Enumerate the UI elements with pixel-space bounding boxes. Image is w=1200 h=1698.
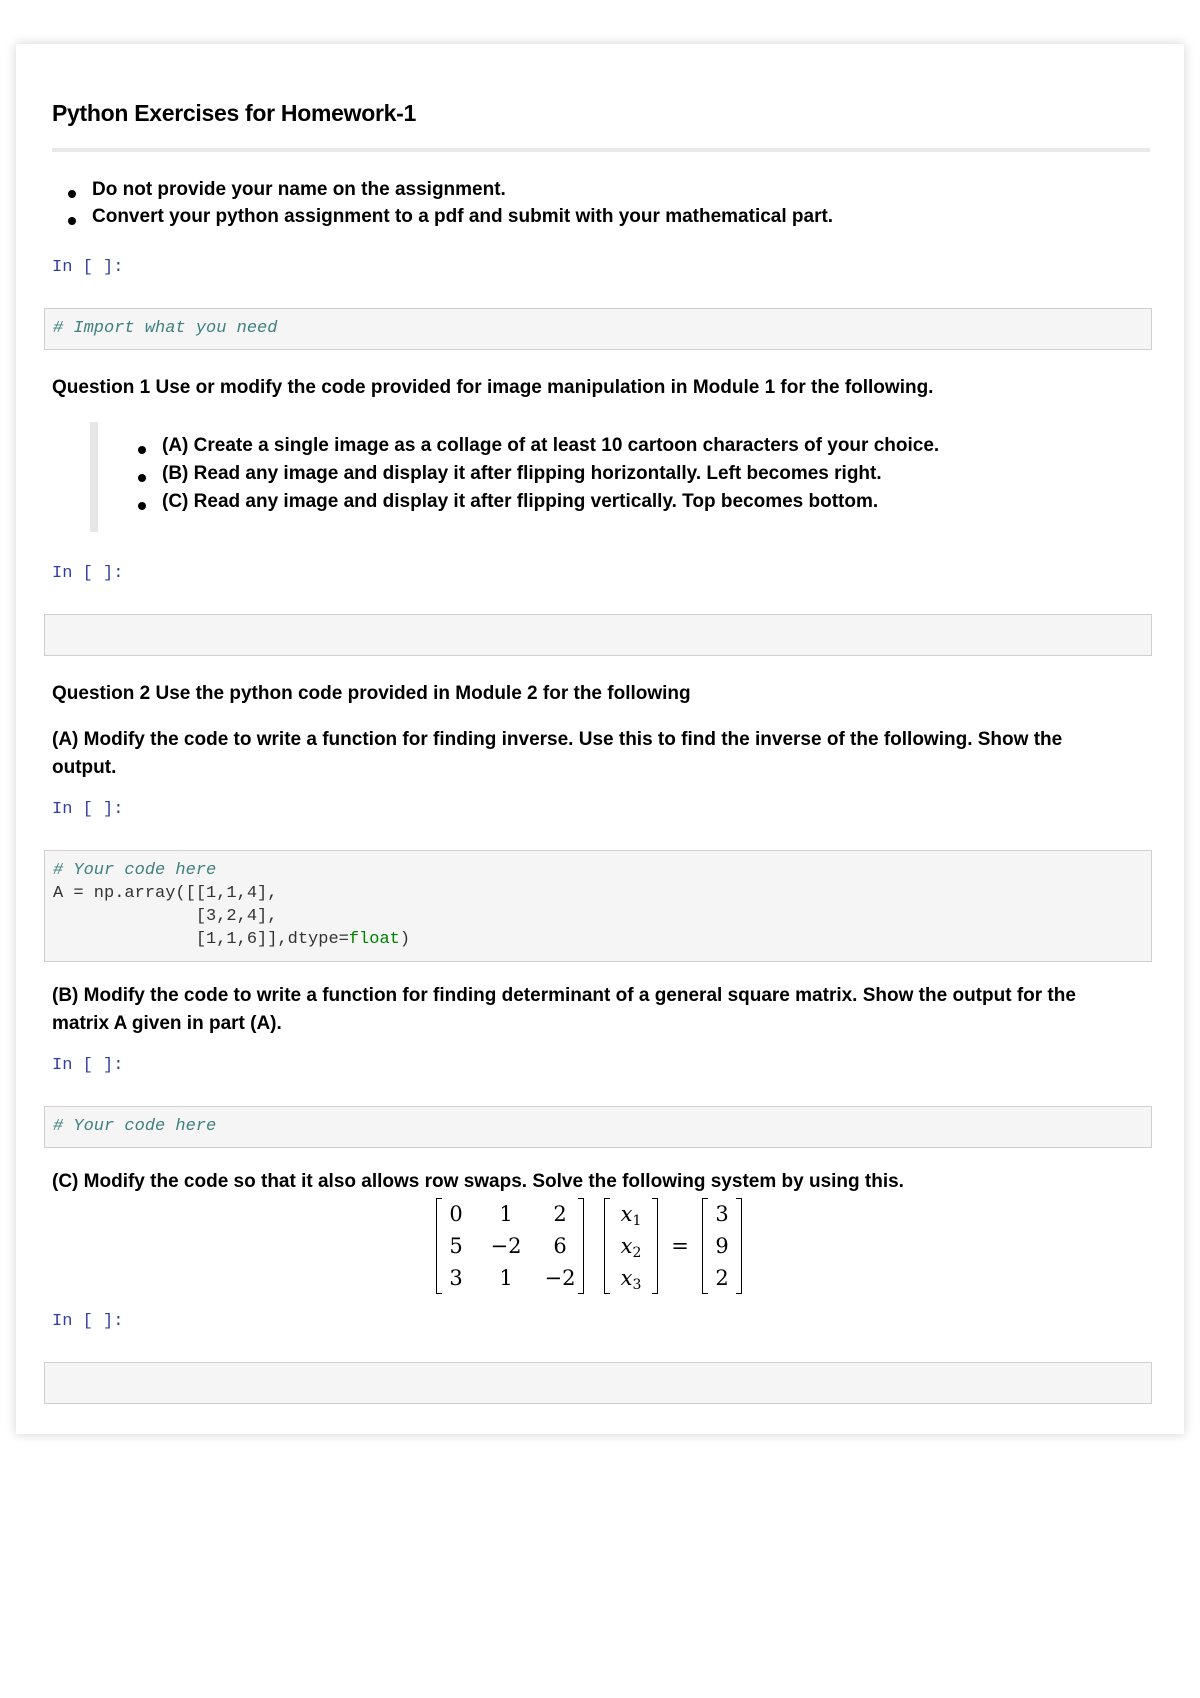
matrix-cell: 6 [553, 1234, 567, 1258]
question-2-text: Use the python code provided in Module 2 for the following [155, 683, 691, 704]
rhs-vector [702, 1198, 742, 1294]
bullet-icon [138, 474, 146, 482]
question-2b-text-cont: matrix A given in part (A). [52, 1013, 282, 1034]
question-1-text: Use or modify the code provided for image manipulation in Module 1 for the following. [155, 377, 934, 398]
code-cell-question-2a[interactable] [44, 850, 1152, 962]
rhs-cell: 9 [715, 1234, 729, 1258]
question-1-item: (A) Create a single image as a collage of at least 10 cartoon characters of your choice. [162, 435, 940, 456]
bullet-icon [68, 190, 76, 198]
question-2a-text: (A) Modify the code to write a function for finding inverse. Use this to find the inverse of the following. Show the [52, 729, 1063, 750]
question-1-heading [52, 374, 933, 402]
code-line [53, 930, 410, 949]
title-divider [52, 148, 1150, 152]
code-cell-question-1[interactable] [44, 614, 1152, 656]
code-cell-import[interactable] [44, 308, 1152, 350]
code-builtin: float [348, 930, 400, 949]
question-2-heading [52, 680, 691, 708]
cell-prompt: In [ ]: [52, 800, 124, 819]
code-line: A = np.array([[1,1,4], [53, 884, 278, 903]
equals-sign: = [671, 1234, 689, 1258]
rhs-cell: 3 [715, 1202, 729, 1226]
code-cell-question-2c[interactable] [44, 1362, 1152, 1404]
linear-system [436, 1198, 766, 1294]
question-1-item: (C) Read any image and display it after flipping vertically. Top becomes bottom. [162, 491, 879, 512]
matrix-cell: 2 [553, 1202, 567, 1226]
cell-prompt: In [ ]: [52, 1056, 124, 1075]
matrix-cell: 1 [499, 1266, 513, 1290]
matrix-cell: 3 [449, 1266, 463, 1290]
question-1-item: (B) Read any image and display it after flipping horizontally. Left becomes right. [162, 463, 882, 484]
code-text: [1,1,6]],dtype= [53, 930, 349, 949]
code-cell-question-2b[interactable] [44, 1106, 1152, 1148]
cell-prompt: In [ ]: [52, 258, 124, 277]
question-1-label: Question 1 [52, 377, 151, 398]
cell-prompt: In [ ]: [52, 564, 124, 583]
code-comment: # Your code here [53, 861, 217, 880]
variable-cell: x3 [620, 1266, 642, 1293]
question-2-label: Question 2 [52, 683, 151, 704]
matrix-cell: 1 [499, 1202, 513, 1226]
code-line: [3,2,4], [53, 907, 278, 926]
cell-prompt: In [ ]: [52, 1312, 124, 1331]
coefficient-matrix [436, 1198, 584, 1294]
code-text: ) [399, 930, 411, 949]
bullet-icon [68, 217, 76, 225]
matrix-cell: 5 [449, 1234, 463, 1258]
right-bracket [652, 1198, 658, 1294]
question-2a-text-cont: output. [52, 757, 117, 778]
rhs-cell: 2 [715, 1266, 729, 1290]
code-comment: # Your code here [53, 1117, 217, 1136]
notebook-page [16, 44, 1184, 1434]
matrix-cell: 0 [449, 1202, 463, 1226]
variable-cell: x1 [620, 1202, 642, 1229]
variable-cell: x2 [620, 1234, 642, 1261]
question-2b-text: (B) Modify the code to write a function for finding determinant of a general square matrix. Show the output for the [52, 985, 1076, 1006]
blockquote-bar [90, 422, 98, 532]
bullet-icon [138, 446, 146, 454]
instruction-item: Convert your python assignment to a pdf and submit with your mathematical part. [92, 206, 834, 227]
matrix-cell: −2 [490, 1234, 522, 1258]
variable-vector [604, 1198, 658, 1294]
page-title: Python Exercises for Homework-1 [52, 100, 416, 126]
question-2c-text: (C) Modify the code so that it also allows row swaps. Solve the following system by using this. [52, 1171, 904, 1192]
matrix-cell: −2 [544, 1266, 576, 1290]
bullet-icon [138, 502, 146, 510]
left-bracket [604, 1198, 610, 1294]
code-comment: # Import what you need [53, 319, 278, 338]
instruction-item: Do not provide your name on the assignment. [92, 179, 506, 200]
